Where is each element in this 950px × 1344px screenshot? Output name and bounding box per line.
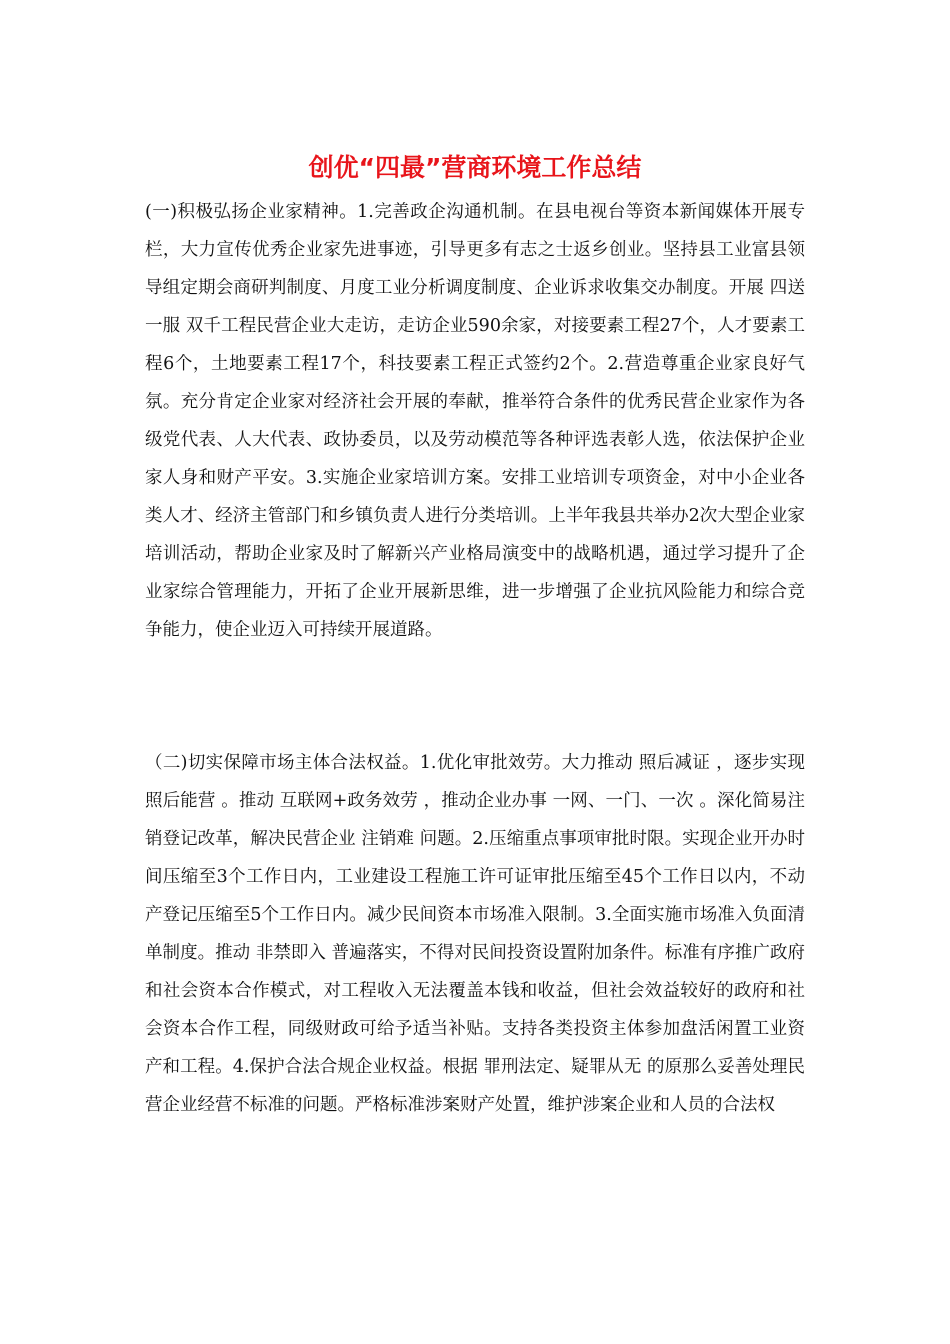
document-title: 创优“四最”营商环境工作总结 — [308, 153, 642, 182]
paragraph-1: (一)积极弘扬企业家精神。1.完善政企沟通机制。在县电视台等资本新闻媒体开展专栏，大力宣传优秀企业家先进事迹，引导更多有志之士返乡创业。坚持县工业富县领导组定期会商研判制度、月度工业分析调度制度、企业诉求收集交办制度。开展 四送一服 双千工程民营企业大走访，走访企业590余家，对接要素工程27个，人才要素工程6个，土地要素工程17个，科技要素工程正式签约2个。2.营造尊重企业家良好气氛。充分肯定企业家对经济社会开展的奉献，推举符合条件的优秀民营企业家作为各级党代表、人大代表、政协委员，以及劳动模范等各种评选表彰人选，依法保护企业家人身和财产平安。3.实施企业家培训方案。安排工业培训专项资金，对中小企业各类人才、经济主管部门和乡镇负责人进行分类培训。上半年我县共举办2次大型企业家培训活动，帮助企业家及时了解新兴产业格局演变中的战略机遇，通过学习提升了企业家综合管理能力，开拓了企业开展新思维，进一步增强了企业抗风险能力和综合竞争能力，使企业迈入可持续开展道路。 — [145, 202, 805, 640]
paragraph-2: （二)切实保障市场主体合法权益。1.优化审批效劳。大力推动 照后减证 ，逐步实现 照后能营 。推动 互联网+政务效劳 ，推动企业办事 一网、一门、一次 。深化简易注销登记改革，解决民营企业 注销难 问题。2.压缩重点事项审批时限。实现企业开办时间压缩至3个工作日内，工业建设工程施工许可证审批压缩至45个工作日以内，不动产登记压缩至5个工作日内。减少民间资本市场准入限制。3.全面实施市场准入负面清单制度。推动 非禁即入 普遍落实，不得对民间投资设置附加条件。标准有序推广政府和社会资本合作模式，对工程收入无法覆盖本钱和收益，但社会效益较好的政府和社会资本合作工程，同级财政可给予适当补贴。支持各类投资主体参加盘活闲置工业资产和工程。4.保护合法合规企业权益。根据 罪刑法定、疑罪从无 的原那么妥善处理民营企业经营不标准的问题。严格标准涉案财产处置，维护涉案企业和人员的合法权 — [145, 753, 805, 1115]
